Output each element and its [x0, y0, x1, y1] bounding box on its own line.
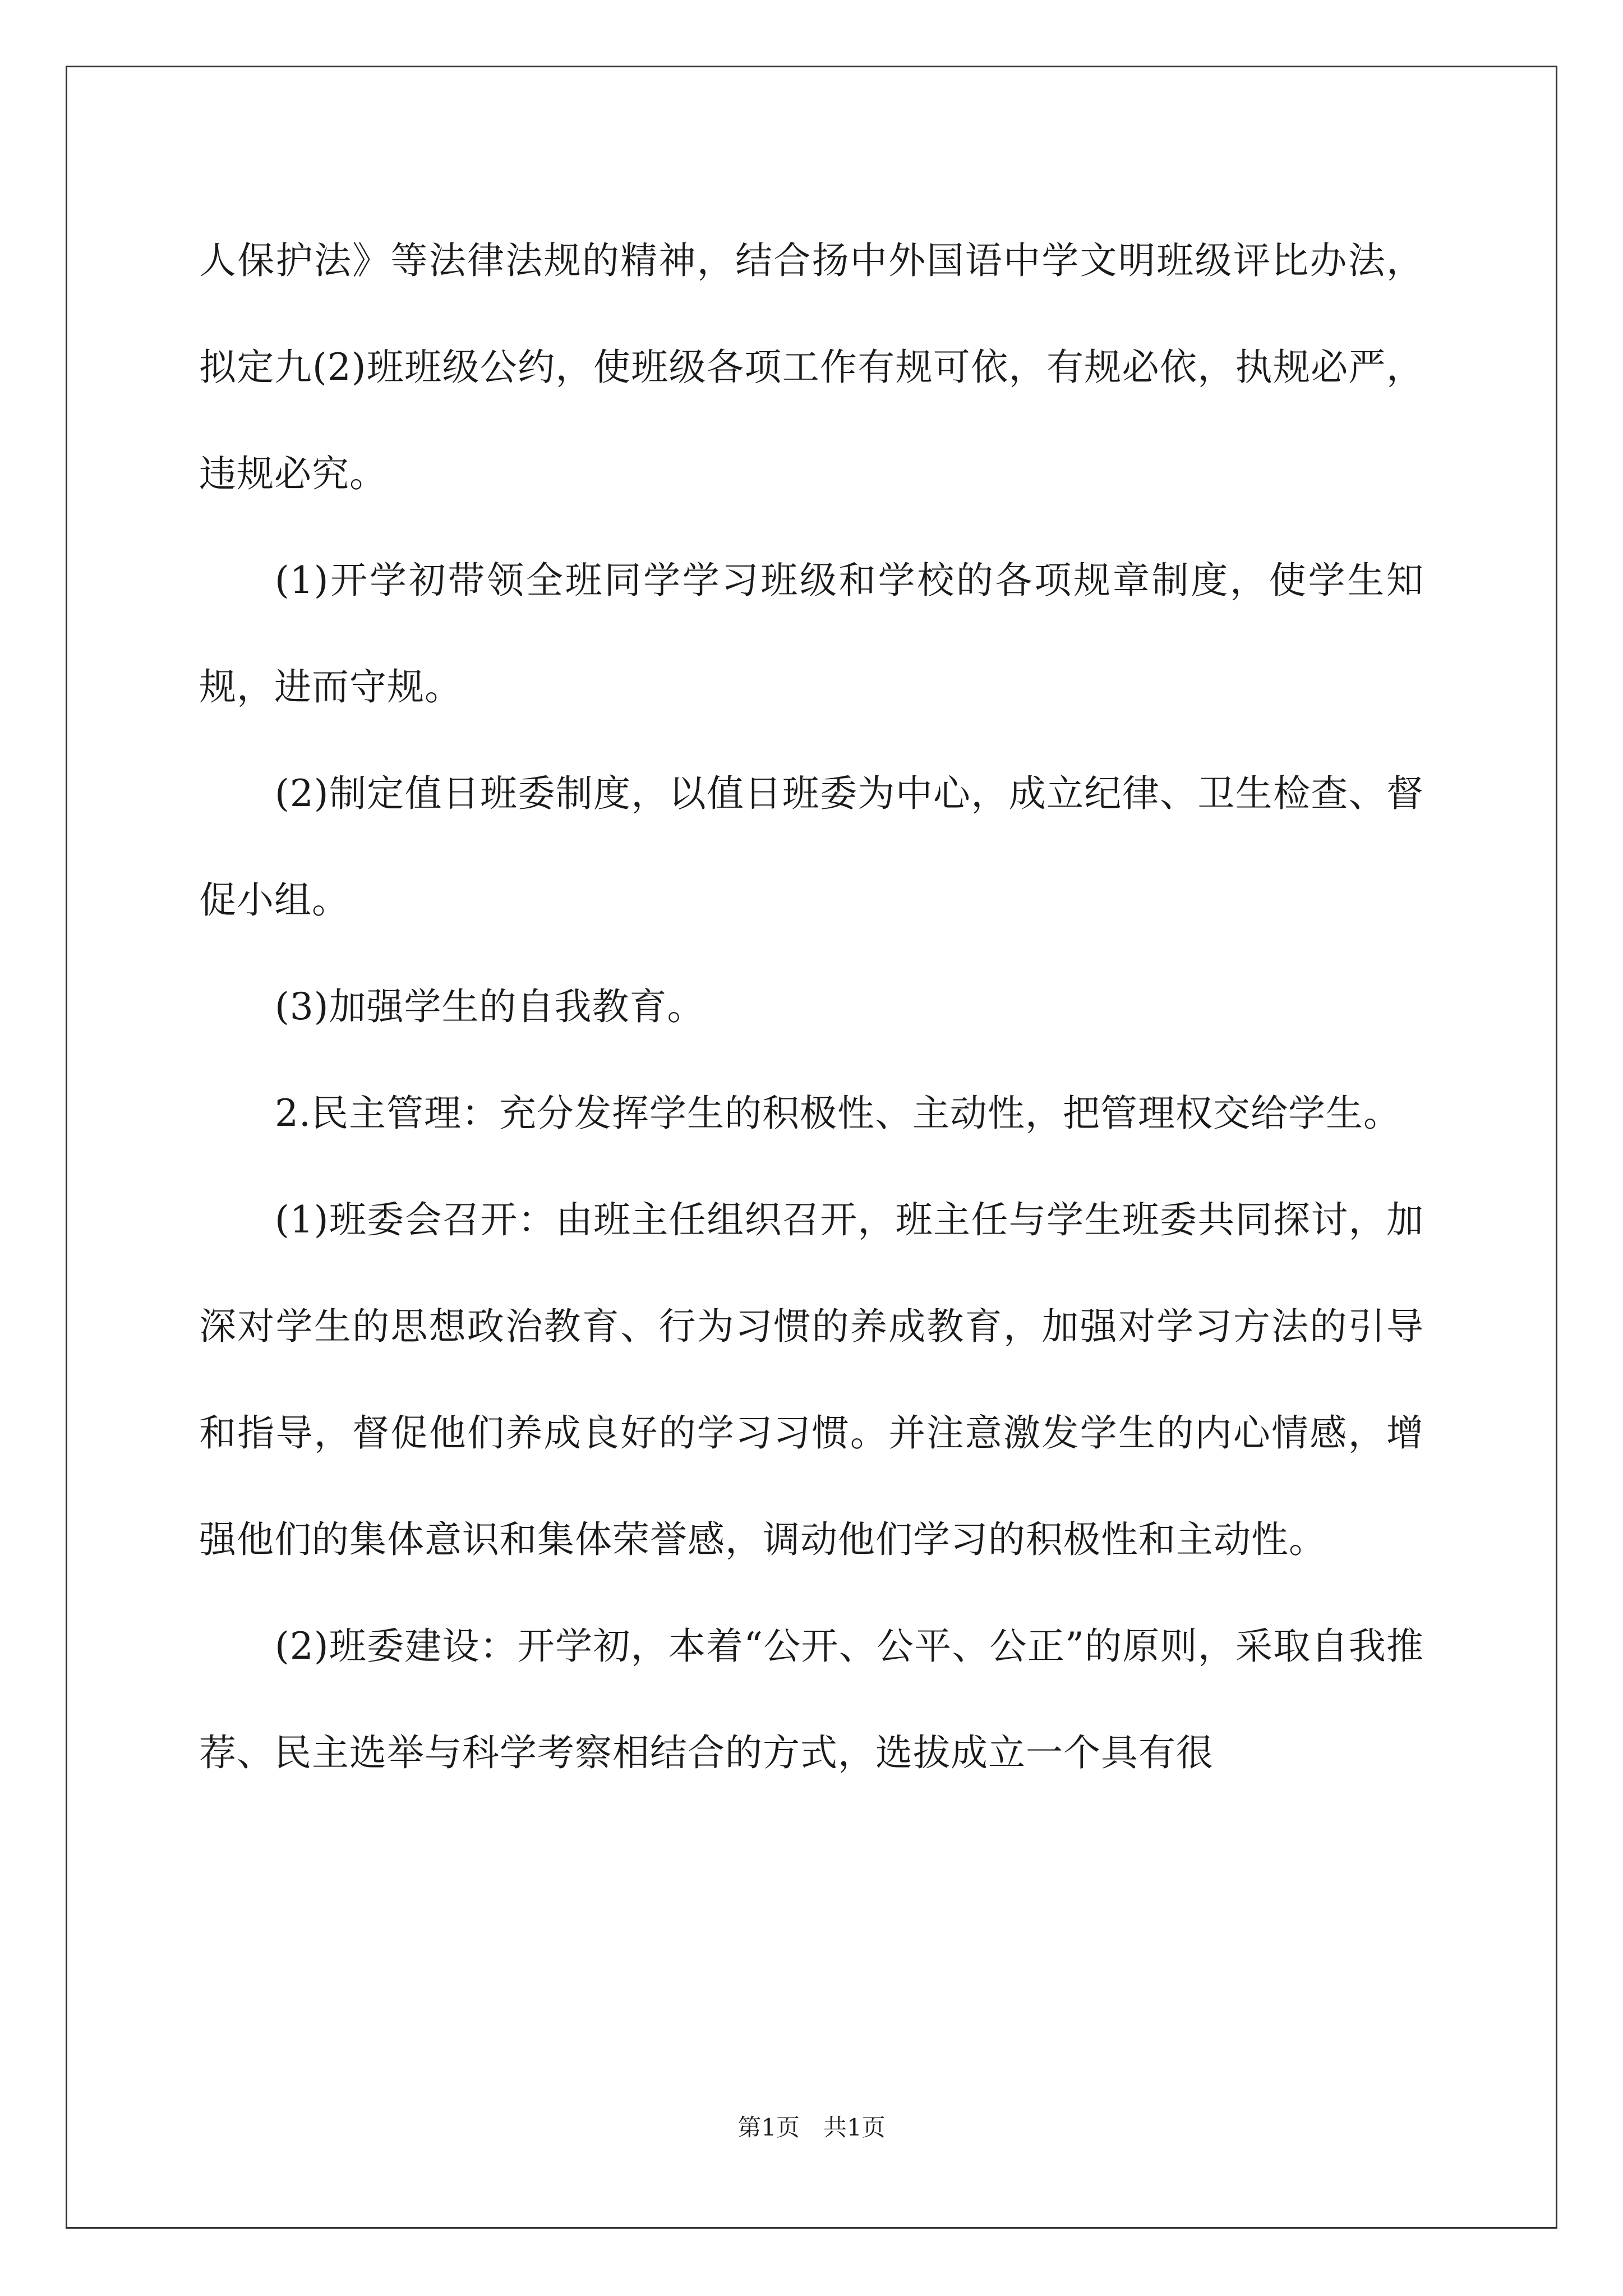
paragraph-5: 2.民主管理：充分发挥学生的积极性、主动性，把管理权交给学生。	[275, 1092, 1401, 1135]
paragraph-4: (3)加强学生的自我教育。	[275, 985, 705, 1028]
page-footer: 第1页 共1页	[737, 2114, 886, 2141]
paragraph-2: (1)开学初带领全班同学学习班级和学校的各项规章制度，使学生知规，进而守规。	[199, 559, 1424, 708]
document-body	[199, 208, 1424, 1806]
paragraph-1: 人保护法》等法律法规的精神，结合扬中外国语中学文明班级评比办法，拟定九(2)班班级公约，使班级各项工作有规可依，有规必依，执规必严，违规必究。	[199, 239, 1424, 495]
paragraph-6: (1)班委会召开：由班主任组织召开，班主任与学生班委共同探讨，加深对学生的思想政治教育、行为习惯的养成教育，加强对学习方法的引导和指导，督促他们养成良好的学习习惯。并注意激发学生的内心情感，增强他们的集体意识和集体荣誉感，调动他们学习的积极性和主动性。	[199, 1198, 1424, 1561]
paragraph-3: (2)制定值日班委制度，以值日班委为中心，成立纪律、卫生检查、督促小组。	[199, 772, 1424, 922]
paragraph-7: (2)班委建设：开学初，本着“公开、公平、公正”的原则，采取自我推荐、民主选举与科学考察相结合的方式，选拔成立一个具有很	[199, 1625, 1424, 1774]
